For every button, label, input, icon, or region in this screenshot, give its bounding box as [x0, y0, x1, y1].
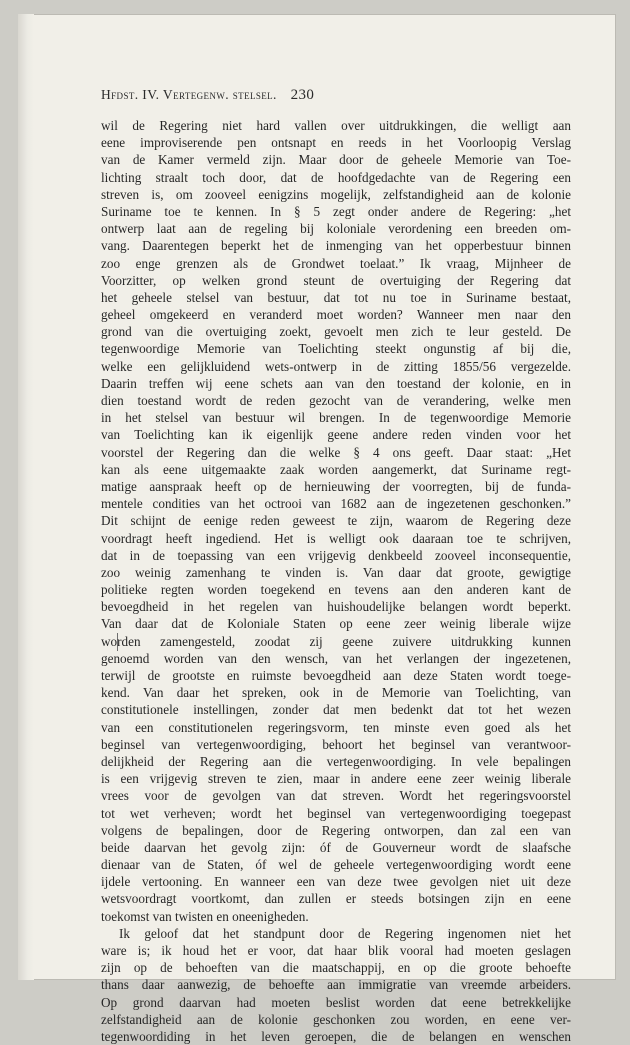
text-line: voordragt heeft ingediend. Het is welligt ook daaraan toe te schrijven,: [101, 530, 571, 546]
text-line: constitutionele instellingen, zonder dat men bedenkt dat tot het wezen: [101, 702, 571, 718]
text-line: zoo weinig zamenhang te vinden is. Van daar dat groote, gewigtige: [101, 564, 571, 580]
text-line: van Toelichting kan ik eigenlijk geene andere reden vinden voor het: [101, 427, 571, 443]
text-line: ijdele vertooning. En wanneer een van deze twee gevolgen niet uit deze: [101, 874, 571, 890]
text-line: vang. Daarentegen beperkt het de inmenging van het opperbestuur binnen: [101, 238, 571, 254]
text-line: kend. Van daar het spreken, ook in de Memorie van Toelichting, van: [101, 685, 571, 701]
text-line: wil de Regering niet hard vallen over uitdrukkingen, die welligt aan: [101, 118, 571, 133]
text-line: zijn op de behoeften van die maatschappij, en op die groote behoefte: [101, 960, 571, 976]
text-line: wetsvoordragt voortkomt, dan zullen er steeds botsingen zijn en eene: [101, 891, 571, 907]
text-line: ontwerp laat aan de regeling bij koloniale verordening een breeden om-: [101, 221, 571, 237]
text-line: dat in de toepassing van een vrijgevig denkbeeld zooveel inconsequentie,: [101, 547, 571, 563]
text-line: Van daar dat de Koloniale Staten op eene zeer weinig liberale wijze: [101, 616, 571, 632]
page-gutter: [18, 14, 34, 980]
text-line: bevoegdheid in het regelen van huishoudelijke belangen wordt beperkt.: [101, 599, 571, 615]
text-line: ware is; ik houd het er voor, dat haar blik vooral had moeten geslagen: [101, 943, 571, 958]
text-line: worden zamengesteld, zoodat zij geene zuivere uitdrukking kunnen: [101, 633, 571, 649]
text-line: van de Kamer vermeld zijn. Maar door de geheele Memorie van Toe-: [101, 152, 571, 168]
chapter-title: Hfdst. IV. Vertegenw. stelsel.: [101, 87, 277, 102]
page-number: 230: [290, 87, 315, 103]
text-line: Dit schijnt de eenige reden geweest te zijn, waarom de Regering deze: [101, 513, 571, 529]
text-line: het geheele stelsel van bestuur, dat tot nu toe in Suriname bestaat,: [101, 289, 571, 305]
text-line: volgens de bepalingen, door de Regering ontworpen, dan zal een van: [101, 822, 571, 838]
text-line: van een constitutionelen regeringsvorm, ten minste even goed als het: [101, 719, 571, 735]
text-line: streven is, om zooveel eenigzins mogelijk, zelfstandigheid aan de kolonie: [101, 186, 571, 202]
text-line: voorstel der Regering dan die welke § 4 ons geeft. Daar staat: „Het: [101, 444, 571, 460]
text-line: zelfstandigheid aan de kolonie geschonken zou worden, en eene ver-: [101, 1011, 571, 1027]
text-line: Voorzitter, op welken grond steunt de overtuiging der Regering dat: [101, 272, 571, 288]
text-line: politieke regten worden toegekend en tevens aan den anderen kant de: [101, 582, 571, 598]
text-line: in het stelsel van bestuur wil brengen. In de tegenwoordige Memorie: [101, 410, 571, 426]
text-line: grond van die overtuiging zoekt, gevoelt men zich te leur gesteld. De: [101, 324, 571, 340]
text-line: tot wet verheven; wordt het beginsel van vertegenwoordiging toegepast: [101, 805, 571, 821]
text-line: welke een gelijkluidend wets-ontwerp in de zitting 1855/56 vergezelde.: [101, 358, 571, 374]
text-line: matige aanspraak heeft op de hernieuwing der voorregten, bij de funda-: [101, 478, 571, 494]
text-line: dienaar van de Staten, óf wel de geheele vertegenwoordiging wordt eene: [101, 857, 571, 873]
text-line: is een vrijgevig streven te zien, maar in andere eene zeer weinig liberale: [101, 771, 571, 787]
text-line: Ik geloof dat het standpunt door de Regering ingenomen niet het: [119, 925, 571, 941]
text-line: terwijl de grootste en ruimste bevoegdheid aan deze Staten wordt toege-: [101, 668, 571, 683]
text-line: beide daarvan het gevolg zijn: óf de Gouverneur wordt de slaafsche: [101, 839, 571, 855]
text-line: tegenwoordige Memorie van Toelichting steekt ongunstig af bij die,: [101, 341, 571, 357]
text-line: eene improviserende pen ontsnapt en reeds in het Voorloopig Verslag: [101, 135, 571, 151]
text-line: delijkheid der Regering aan die vertegenwoordiging. In vele bepalingen: [101, 753, 571, 769]
text-line: vrees voor de gevolgen van dat streven. Wordt het regeringsvoorstel: [101, 788, 571, 804]
text-line: kan als eene uitgemaakte zaak worden aangemerkt, dat Suriname regt-: [101, 461, 571, 477]
text-line: thans daar aanwezig, de behoefte aan immigratie van vreemde arbeiders.: [101, 977, 571, 993]
text-line: Daarin treffen wij eene schets aan van den toestand der kolonie, en in: [101, 375, 571, 391]
text-line: Suriname toe te kennen. In § 5 zegt onder andere de Regering: „het: [101, 203, 571, 219]
text-line: genoemd worden van den wensch, van het verlangen der ingezetenen,: [101, 650, 571, 666]
text-line: beginsel van vertegenwoordiging, behoort het beginsel van verantwoor-: [101, 736, 571, 752]
text-line: tegenwoordiding in het leven geroepen, die de belangen en wenschen: [101, 1028, 571, 1044]
text-line: dien toestand wordt de reden gezocht van de verandering, welke men: [101, 393, 571, 408]
text-line: toekomst van twisten en oneenigheden.: [101, 908, 309, 924]
text-line: geheel omgekeerd en veranderd moet worden? Wanneer men naar den: [101, 307, 571, 323]
text-line: lichting straalt toch door, dat de hoofdgedachte van de Regering een: [101, 169, 571, 185]
text-line: Op grond daarvan had moeten beslist worden dat eene betrekkelijke: [101, 994, 571, 1010]
text-line: mentele condities van het octrooi van 1682 aan de ingezetenen geschonken.”: [101, 496, 571, 512]
running-header: [101, 87, 571, 104]
body-text: [101, 117, 571, 1045]
text-line: zoo enge grenzen als de Grondwet toelaat.” Ik vraag, Mijnheer de: [101, 255, 571, 271]
